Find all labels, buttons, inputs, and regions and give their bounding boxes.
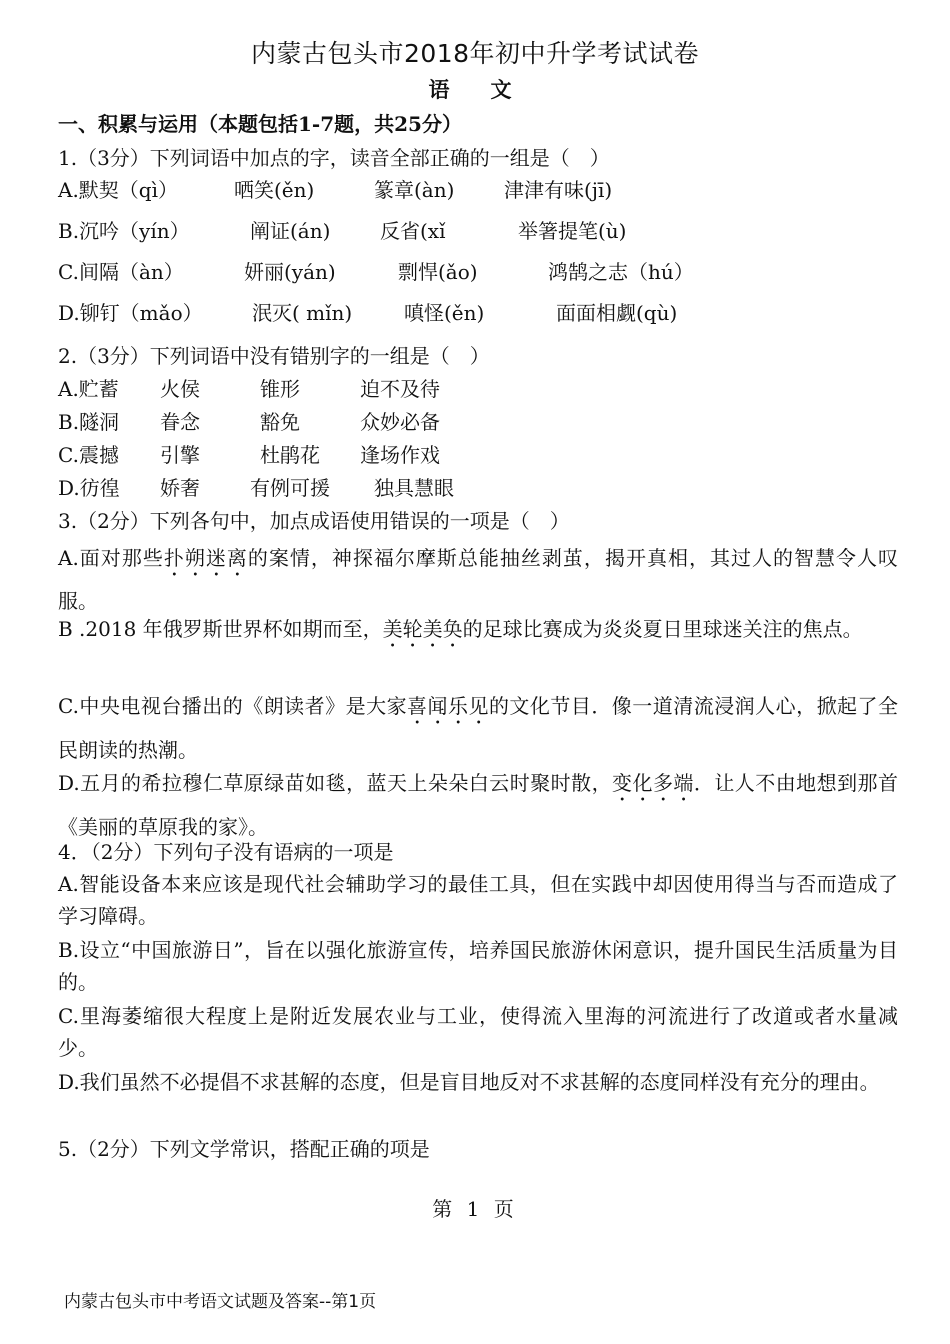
page-number: 第 1 页	[432, 1197, 518, 1221]
page-footer: 内蒙古包头市中考语文试题及答案--第1页	[64, 1292, 377, 1312]
option-term: 鸿鹄之志（hú）	[548, 260, 694, 284]
option-term: A.默契（qì）	[58, 178, 178, 202]
question-2-stem: 2.（3分）下列词语中没有错别字的一组是（ ）	[58, 344, 490, 368]
option-term: 反省(xǐ	[380, 219, 446, 243]
exam-title: 内蒙古包头市2018年初中升学考试试卷	[250, 39, 700, 68]
option-text: 的文化节目．像一道清流浸润人心，掀起了全民朗读的热潮。	[58, 694, 899, 762]
option-text: A.面对那些	[58, 546, 164, 570]
question-4-option-a: A.智能设备本来应该是现代社会辅助学习的最佳工具，但在实践中却因使用得当与否而造成了学习障碍。	[58, 872, 898, 928]
option-term: 众妙必备	[360, 410, 440, 434]
option-term: 嗔怪(ěn)	[404, 301, 485, 325]
dotted-idiom: 扑朔迷离	[163, 546, 248, 570]
option-term: 剽悍(ǎo)	[398, 260, 478, 284]
option-term: 面面相觑(qù)	[556, 301, 678, 325]
question-4-stem: 4．（2分）下列句子没有语病的一项是	[58, 840, 394, 864]
option-term: 逢场作戏	[360, 443, 440, 467]
option-text: 的足球比赛成为炎炎夏日里球迷关注的焦点。	[462, 617, 863, 641]
question-3-stem: 3.（2分）下列各句中，加点成语使用错误的一项是（ ）	[58, 509, 570, 533]
option-term: 津津有味(jī)	[504, 178, 613, 202]
option-term: 阐证(án)	[250, 219, 331, 243]
option-term: 篆章(àn)	[374, 178, 455, 202]
dotted-idiom: 美轮美奂	[382, 617, 463, 641]
dotted-idiom: 喜闻乐见	[407, 694, 489, 718]
option-term: 杜鹃花	[260, 443, 320, 467]
option-text: 的案情，神探福尔摩斯总能抽丝剥茧，揭开真相，其过人的智慧令人叹服。	[58, 546, 899, 613]
option-term: 迫不及待	[360, 377, 440, 401]
dotted-idiom: 变化多端	[612, 771, 694, 795]
exam-subject: 语 文	[428, 77, 522, 102]
question-5-stem: 5.（2分）下列文学常识，搭配正确的项是	[58, 1137, 430, 1161]
option-term: 举箸提笔(ù)	[518, 219, 627, 243]
question-3-option-c	[58, 685, 898, 771]
option-term: 娇奢	[160, 476, 200, 500]
option-text: C.中央电视台播出的《朗读者》是大家	[58, 694, 408, 718]
option-term: C.震撼	[58, 443, 119, 467]
question-3-option-b	[58, 608, 898, 652]
question-4-option-b: B.设立“中国旅游日”，旨在以强化旅游宣传，培养国民旅游休闲意识，提升国民生活质量为目的。	[58, 938, 898, 994]
option-term: 豁免	[260, 410, 300, 434]
option-term: 眷念	[160, 410, 200, 434]
option-text: B .2018 年俄罗斯世界杯如期而至，	[58, 617, 383, 641]
option-term: 引擎	[160, 443, 200, 467]
option-term: D.彷徨	[58, 476, 120, 500]
option-term: 独具慧眼	[374, 476, 454, 500]
option-term: A.贮蓄	[58, 377, 119, 401]
question-1-stem: 1.（3分）下列词语中加点的字，读音全部正确的一组是（ ）	[58, 146, 610, 170]
option-term: B.隧洞	[58, 410, 120, 434]
option-text: D.五月的希拉穆仁草原绿苗如毯，蓝天上朵朵白云时聚时散，	[58, 771, 613, 795]
option-term: 哂笑(ěn)	[234, 178, 315, 202]
option-term: D.铆钉（mǎo）	[58, 301, 203, 325]
option-text: ．让人不由地想到那首《美丽的草原我的家》。	[58, 771, 899, 839]
option-term: 火侯	[160, 377, 200, 401]
option-term: C.间隔（àn）	[58, 260, 184, 284]
option-term: 泯灭( mǐn)	[252, 301, 353, 325]
question-4-option-c: C.里海萎缩很大程度上是附近发展农业与工业，使得流入里海的河流进行了改道或者水量减少。	[58, 1004, 898, 1060]
section-heading: 一、积累与运用（本题包括1-7题，共25分）	[58, 112, 462, 136]
option-term: 锥形	[260, 377, 300, 401]
option-term: B.沉吟（yín）	[58, 219, 190, 243]
option-term: 有例可援	[250, 476, 330, 500]
option-term: 妍丽(yán)	[244, 260, 336, 284]
question-4-option-d: D.我们虽然不必提倡不求甚解的态度，但是盲目地反对不求甚解的态度同样没有充分的理由。	[58, 1070, 880, 1094]
